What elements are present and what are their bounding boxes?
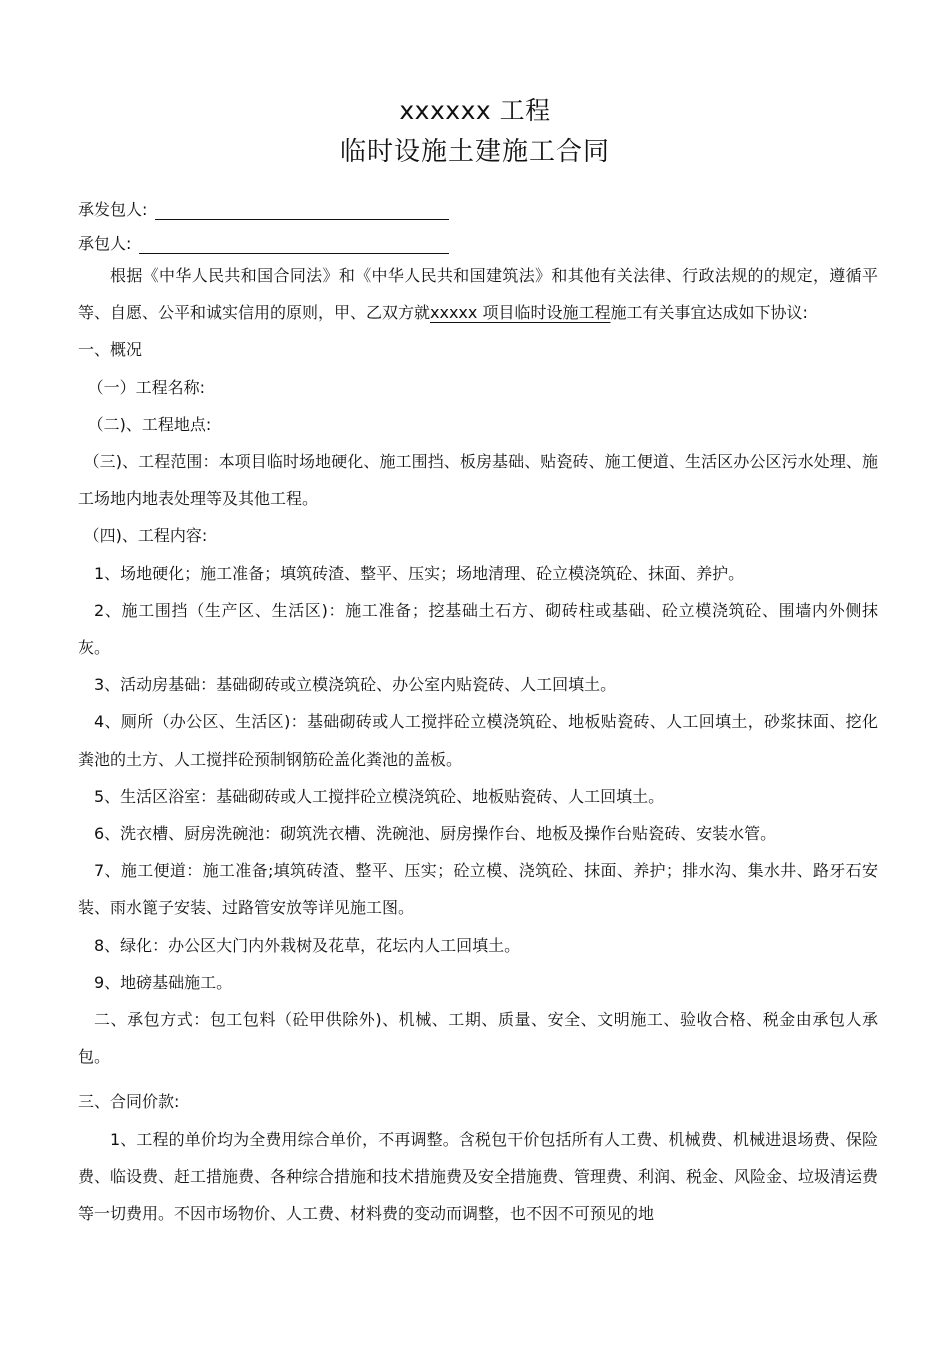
intro-paragraph: 根据《中华人民共和国合同法》和《中华人民共和国建筑法》和其他有关法律、行政法规的的规定，遵循平等、自愿、公平和诚实信用的原则，甲、乙双方就xxxxx 项目临时设施工程施工有关事宜达成如下协议: — [78, 266, 878, 323]
content-item: 5、生活区浴室：基础砌砖或人工搅拌砼立模浇筑砼、地板贴瓷砖、人工回填土。 — [94, 786, 665, 806]
content-item: 9、地磅基础施工。 — [94, 972, 233, 992]
section1-heading: 一、概况 — [78, 340, 143, 360]
employer-label: 承发包人: — [78, 200, 148, 219]
project-scope-item: （三)、工程范围：本项目临时场地硬化、施工围挡、板房基础、贴瓷砖、施工便道、生活区办公区污水处理、施工场地内地表处理等及其他工程。 — [78, 452, 878, 509]
project-title: xxxxxx 工程 — [399, 96, 551, 125]
content-item: 1、场地硬化；施工准备；填筑砖渣、整平、压实；场地清理、砼立模浇筑砼、抹面、养护。 — [94, 563, 745, 583]
content-item: 6、洗衣槽、厨房洗碗池：砌筑洗衣槽、洗碗池、厨房操作台、地板及操作台贴瓷砖、安装水管。 — [94, 824, 777, 844]
section3-heading: 三、合同价款: — [78, 1092, 180, 1112]
content-item: 2、施工围挡（生产区、生活区)：施工准备；挖基础土石方、砌砖柱或基础、砼立模浇筑砼、围墙内外侧抹灰。 — [78, 600, 878, 658]
contractor-field — [78, 234, 449, 254]
content-item: 4、厕所（办公区、生活区)：基础砌砖或人工搅拌砼立模浇筑砼、地板贴瓷砖、人工回填土，砂浆抹面、挖化粪池的土方、人工搅拌砼预制钢筋砼盖化粪池的盖板。 — [78, 712, 878, 769]
contractor-blank-line — [139, 237, 449, 254]
contract-body — [78, 257, 878, 1232]
content-item: 8、绿化：办公区大门内外栽树及花草，花坛内人工回填土。 — [94, 935, 521, 955]
contractor-label: 承包人: — [78, 234, 132, 253]
project-name-item: （一）工程名称: — [87, 377, 205, 397]
employer-field — [78, 200, 449, 220]
section3-paragraph: 1、工程的单价均为全费用综合单价，不再调整。含税包干价包括所有人工费、机械费、机械进退场费、保险费、临设费、赶工措施费、各种综合措施和技术措施费及安全措施费、管理费、利润、税金、风险金、垃圾清运费等一切费用。不因市场物价、人工费、材料费的变动而调整，也不因不可预见的地 — [78, 1129, 879, 1224]
employer-blank-line — [155, 203, 449, 220]
project-name-underlined: xxxxx 项目临时设施工程 — [430, 303, 611, 323]
project-location-item: （二)、工程地点: — [87, 414, 212, 434]
content-item: 3、活动房基础：基础砌砖或立模浇筑砼、办公室内贴瓷砖、人工回填土。 — [94, 675, 617, 695]
section2-paragraph: 二、承包方式：包工包料（砼甲供除外)、机械、工期、质量、安全、文明施工、验收合格、税金由承包人承包。 — [78, 1010, 878, 1067]
project-content-item: （四)、工程内容: — [83, 526, 208, 546]
contract-title: 临时设施土建施工合同 — [339, 137, 610, 167]
content-item: 7、施工便道：施工准备;填筑砖渣、整平、压实；砼立模、浇筑砼、抹面、养护；排水沟、集水井、路牙石安装、雨水篦子安装、过路管安放等详见施工图。 — [78, 861, 878, 918]
